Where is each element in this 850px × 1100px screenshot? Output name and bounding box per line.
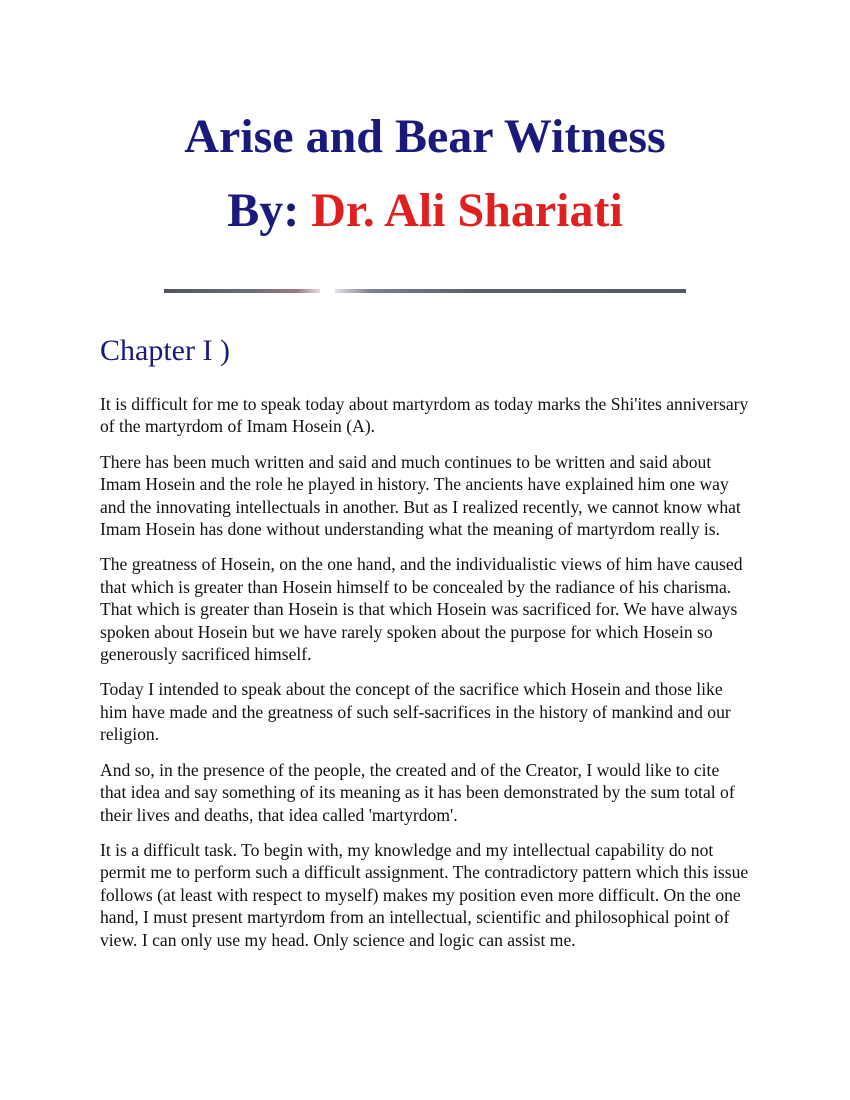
paragraph: Today I intended to speak about the concept of the sacrifice which Hosein and those like him have made and the greatness of such self-sacrifices in the history of mankind and our religion. [100, 679, 731, 745]
title-divider-left [164, 289, 320, 293]
title-divider-right [335, 289, 686, 293]
paragraph: It is a difficult task. To begin with, my knowledge and my intellectual capability do not permit me to perform such a difficult assignment. The contradictory pattern which this issue follows (at least with respect to myself) makes my position even more difficult. On the one hand, I must present martyrdom from an intellectual, scientific and philosophical point of view. I can only use my head. Only science and logic can assist me. [100, 839, 749, 950]
paragraph: It is difficult for me to speak today about martyrdom as today marks the Shi'ites anniversary of the martyrdom of Imam Hosein (A). [100, 394, 749, 437]
by-label: By: [227, 184, 300, 237]
author-name: Dr. Ali Shariati [311, 184, 623, 237]
paragraph: And so, in the presence of the people, the created and of the Creator, I would like to cite that idea and say something of its meaning as it has been demonstrated by the sum total of their lives and deaths, that idea called 'martyrdom'. [100, 759, 735, 825]
paragraph: The greatness of Hosein, on the one hand, and the individualistic views of him have caused that which is greater than Hosein himself to be concealed by the radiance of his charisma. That which is greater than Hosein is that which Hosein was sacrificed for. We have always spoken about Hosein but we have rarely spoken about the purpose for which Hosein so generously sacrificed himself. [100, 554, 743, 665]
document-title: Arise and Bear Witness [184, 110, 666, 163]
chapter-heading: Chapter I ) [100, 334, 230, 367]
paragraph: There has been much written and said and much continues to be written and said about Imam Hosein and the role he played in history. The ancients have explained him one way and the innovating intellectuals in another. But as I realized recently, we cannot know what Imam Hosein has done without understanding what the meaning of martyrdom really is. [100, 451, 741, 540]
byline [0, 182, 850, 240]
body-text [100, 393, 750, 964]
